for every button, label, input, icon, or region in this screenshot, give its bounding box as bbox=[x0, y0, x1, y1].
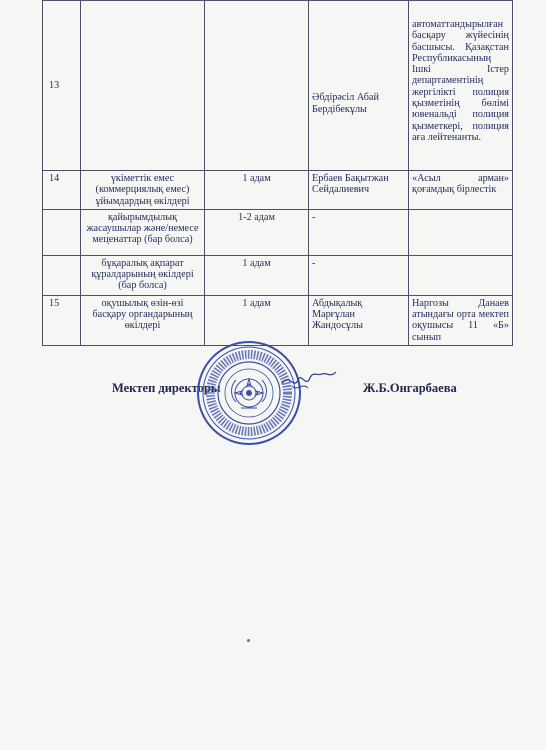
table-row bbox=[43, 1, 513, 171]
signature-scribble-icon bbox=[278, 362, 338, 402]
table-row bbox=[43, 171, 513, 210]
member-position: «Асыл арман» қоғамдық бірлестік bbox=[409, 171, 513, 210]
category-cell: оқушылық өзін-өзі басқару органдарының өкілдері bbox=[81, 295, 205, 345]
signature-title: Мектеп директоры bbox=[112, 381, 221, 395]
count-cell: 1-2 адам bbox=[205, 209, 309, 255]
signature-name: Ж.Б.Онгарбаева bbox=[363, 381, 457, 395]
count-cell: 1 адам bbox=[205, 171, 309, 210]
row-number bbox=[43, 255, 81, 295]
category-cell: бұқаралық ақпарат құралдарының өкілдері (бар болса) bbox=[81, 255, 205, 295]
count-cell bbox=[205, 1, 309, 171]
category-cell: үкіметтік емес (коммерциялық емес) ұйымдардың өкілдері bbox=[81, 171, 205, 210]
members-table bbox=[42, 0, 513, 346]
table-row bbox=[43, 295, 513, 345]
member-name: Ербаев Бақытжан Сейдалиевич bbox=[309, 171, 409, 210]
member-position bbox=[409, 209, 513, 255]
category-cell: қайырымдылық жасаушылар және/немесе меценаттар (бар болса) bbox=[81, 209, 205, 255]
member-name: - bbox=[309, 255, 409, 295]
row-number bbox=[43, 209, 81, 255]
member-name: - bbox=[309, 209, 409, 255]
member-position bbox=[409, 255, 513, 295]
category-cell bbox=[81, 1, 205, 171]
table-row bbox=[43, 255, 513, 295]
member-position: Наргозы Данаев атындағы орта мектеп оқушысы 11 «Б» сынып bbox=[409, 295, 513, 345]
row-number: 14 bbox=[43, 171, 81, 210]
count-cell: 1 адам bbox=[205, 295, 309, 345]
count-cell: 1 адам bbox=[205, 255, 309, 295]
member-name: Абдықалық Марғұлан Жандосұлы bbox=[309, 295, 409, 345]
table-row bbox=[43, 209, 513, 255]
member-name: Әбдірәсіл Абай Бердібекұлы bbox=[309, 1, 409, 171]
row-number: 15 bbox=[43, 295, 81, 345]
member-position: автоматтандырылған басқару жүйесінің басшысы. Қазақстан Республикасының Ішкі Істер департаментінің жергілікті полиция қызметінің бөлімі ювенальді полиция қызметкері, полиция аға лейтенанты. bbox=[409, 1, 513, 171]
scan-speck bbox=[247, 639, 250, 642]
row-number: 13 bbox=[43, 1, 81, 171]
